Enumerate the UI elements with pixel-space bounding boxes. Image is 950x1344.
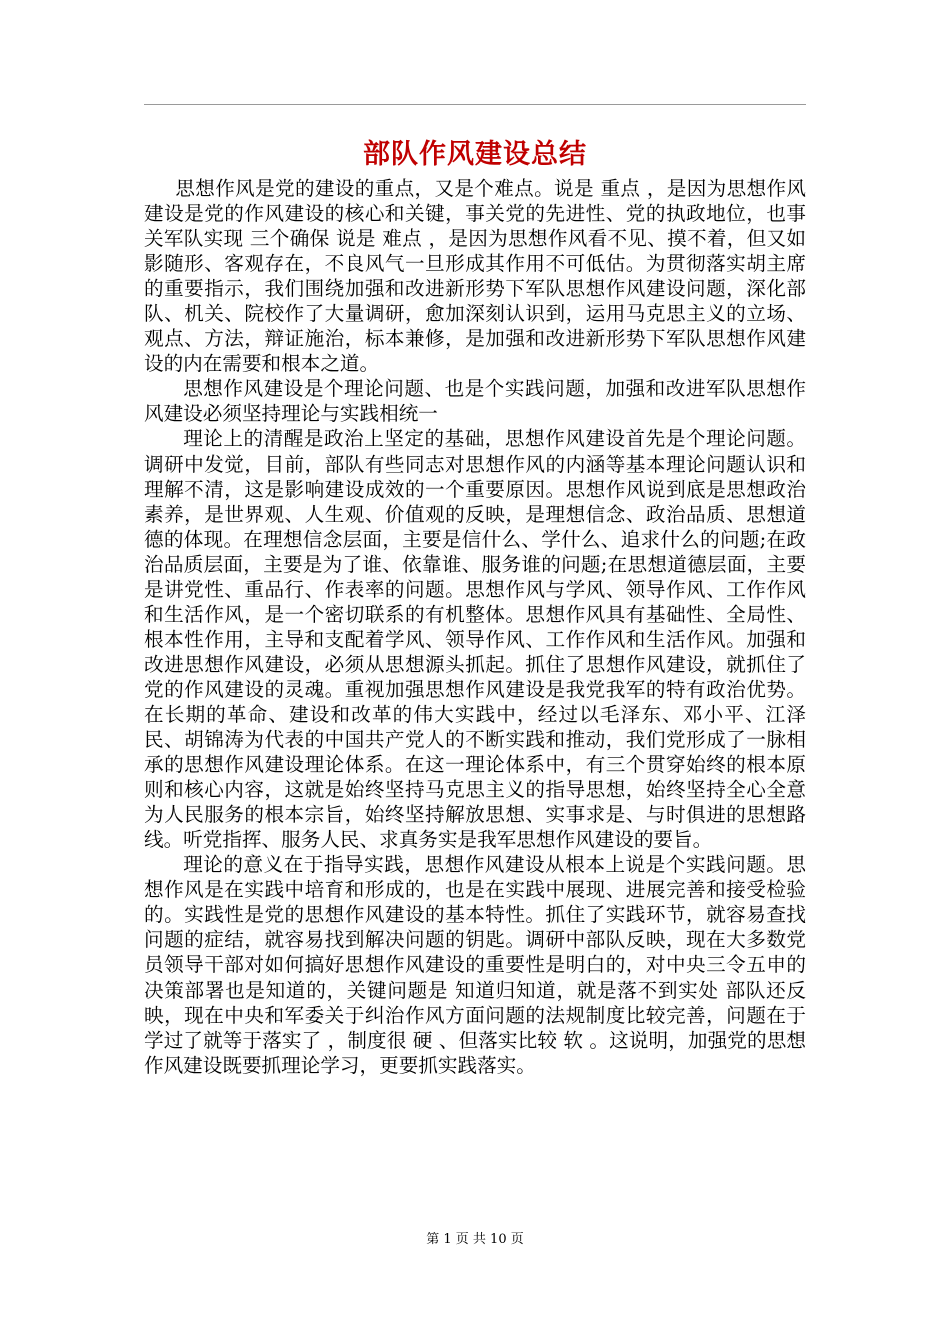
paragraph-4: 理论的意义在于指导实践，思想作风建设从根本上说是个实践问题。思想作风是在实践中培育和形成的，也是在实践中展现、进展完善和接受检验的。实践性是党的思想作风建设的基本特性。抓住了实践环节，就容易查找问题的症结，就容易找到解决问题的钥匙。调研中部队反映，现在大多数党员领导干部对如何搞好思想作风建设的重要性是明白的，对中央三令五申的决策部署也是知道的，关键问题是 知道归知道，就是落不到实处 部队还反映，现在中央和军委关于纠治作风方面问题的法规制度比较完善，问题在于 学过了就等于落实了 ，制度很 硬 、但落实比较 软 。这说明，加强党的思想作风建设既要抓理论学习，更要抓实践落实。 bbox=[144, 853, 806, 1077]
paragraph-1: 思想作风是党的建设的重点，又是个难点。说是 重点 ，是因为思想作风建设是党的作风建设的核心和关键，事关党的先进性、党的执政地位，也事关军队实现 三个确保 说是 难点 ，是因为思想作风看不见、摸不着，但又如影随形、客观存在，不良风气一旦形成其作用不可低估。为贯彻落实胡主席的重要指示，我们围绕加强和改进新形势下军队思想作风建设问题，深化部队、机关、院校作了大量调研，愈加深刻认识到，运用马克思主义的立场、观点、方法，辩证施治，标本兼修，是加强和改进新形势下军队思想作风建设的内在需要和根本之道。 bbox=[144, 177, 806, 376]
paragraph-2: 思想作风建设是个理论问题、也是个实践问题，加强和改进军队思想作风建设必须坚持理论与实践相统一 bbox=[144, 377, 806, 426]
page-footer: 第 1 页 共 10 页 bbox=[426, 1232, 524, 1247]
document-body bbox=[144, 176, 806, 1078]
header-rule bbox=[144, 104, 806, 105]
document-title: 部队作风建设总结 bbox=[363, 139, 587, 170]
paragraph-3: 理论上的清醒是政治上坚定的基础，思想作风建设首先是个理论问题。调研中发觉，目前，部队有些同志对思想作风的内涵等基本理论问题认识和理解不清，这是影响建设成效的一个重要原因。思想作风说到底是思想政治素养，是世界观、人生观、价值观的反映，是理想信念、政治品质、思想道德的体现。在理想信念层面，主要是信什么、学什么、追求什么的问题;在政治品质层面，主要是为了谁、依靠谁、服务谁的问题;在思想道德层面，主要是讲党性、重品行、作表率的问题。思想作风与学风、领导作风、工作作风和生活作风，是一个密切联系的有机整体。思想作风具有基础性、全局性、根本性作用，主导和支配着学风、领导作风、工作作风和生活作风。加强和改进思想作风建设，必须从思想源头抓起。抓住了思想作风建设，就抓住了党的作风建设的灵魂。重视加强思想作风建设是我党我军的特有政治优势。在长期的革命、建设和改革的伟大实践中，经过以毛泽东、邓小平、江泽民、胡锦涛为代表的中国共产党人的不断实践和推动，我们党形成了一脉相承的思想作风建设理论体系。在这一理论体系中，有三个贯穿始终的根本原则和核心内容，这就是始终坚持马克思主义的指导思想，始终坚持全心全意为人民服务的根本宗旨，始终坚持解放思想、实事求是、与时俱进的思想路线。听党指挥、服务人民、求真务实是我军思想作风建设的要旨。 bbox=[144, 427, 806, 852]
